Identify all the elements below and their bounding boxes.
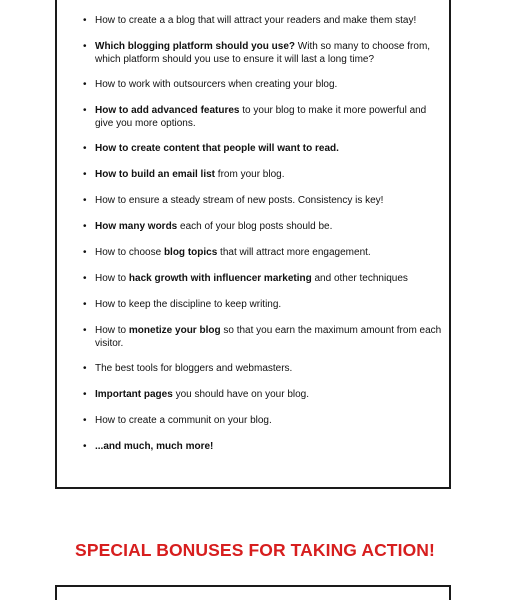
seg: How to add advanced features xyxy=(95,105,240,116)
list-item xyxy=(83,414,447,427)
seg: from your blog. xyxy=(215,169,285,180)
seg: hack growth with influencer marketing xyxy=(128,273,312,284)
seg: How to ensure a steady stream of new posts. Consistency is key! xyxy=(95,195,384,206)
list-item xyxy=(83,78,447,91)
bullet-icon: • xyxy=(83,41,87,52)
bullet-icon: • xyxy=(83,105,87,116)
seg: How to build an email list xyxy=(95,169,216,180)
seg: ...and much, much more! xyxy=(95,441,214,452)
seg: monetize your blog xyxy=(128,325,221,336)
seg: How to choose xyxy=(95,247,164,258)
list-item xyxy=(83,388,447,401)
list-item xyxy=(83,362,447,375)
list-item xyxy=(83,440,447,453)
bullet-icon: • xyxy=(83,15,87,26)
seg: The best tools for bloggers and webmasters. xyxy=(95,363,293,374)
list-item xyxy=(83,298,447,311)
seg: How to xyxy=(95,273,129,284)
seg: How to xyxy=(95,325,129,336)
bullet-icon: • xyxy=(83,363,87,374)
seg: Important pages xyxy=(95,389,173,400)
bullet-icon: • xyxy=(83,169,87,180)
list-item xyxy=(83,246,447,259)
list-item xyxy=(83,142,447,155)
seg: How many words xyxy=(95,221,178,232)
feature-list-box xyxy=(55,0,451,489)
seg: blog topics xyxy=(163,247,218,258)
seg: Which blogging platform should you use? xyxy=(95,41,295,52)
seg: each of your blog posts should be. xyxy=(177,221,333,232)
seg: How to keep the discipline to keep writing. xyxy=(95,299,282,310)
seg: that will attract more engagement. xyxy=(217,247,371,258)
bullet-icon: • xyxy=(83,389,87,400)
bullet-icon: • xyxy=(83,195,87,206)
list-item xyxy=(83,220,447,233)
seg: With so many to choose from, which platform should you use to ensure it will last a long time? xyxy=(95,41,431,65)
list-item xyxy=(83,14,447,27)
seg: to your blog to make it more powerful and give you more options. xyxy=(95,105,427,129)
seg: you should have on your blog. xyxy=(172,389,310,400)
seg: How to create content that people will want to read. xyxy=(95,143,339,154)
bullet-icon: • xyxy=(83,273,87,284)
bullet-icon: • xyxy=(83,441,87,452)
list-item xyxy=(83,272,447,285)
bullet-icon: • xyxy=(83,221,87,232)
list-item xyxy=(83,324,447,350)
bullet-icon: • xyxy=(83,247,87,258)
bullet-icon: • xyxy=(83,325,87,336)
seg: How to create a a blog that will attract your readers and make them stay! xyxy=(95,15,417,26)
bullet-icon: • xyxy=(83,143,87,154)
list-item xyxy=(83,168,447,181)
bonus-box xyxy=(55,585,451,600)
bullet-icon: • xyxy=(83,299,87,310)
seg: How to create a communit on your blog. xyxy=(95,415,272,426)
seg: and other techniques xyxy=(311,273,408,284)
list-item xyxy=(83,104,447,130)
list-item xyxy=(83,194,447,207)
seg: How to work with outsourcers when creating your blog. xyxy=(95,79,338,90)
bullet-icon: • xyxy=(83,79,87,90)
list-item xyxy=(83,40,447,66)
bonus-heading: SPECIAL BONUSES FOR TAKING ACTION! xyxy=(75,540,435,560)
seg: so that you earn the maximum amount from each visitor. xyxy=(95,325,442,349)
bullet-icon: • xyxy=(83,415,87,426)
